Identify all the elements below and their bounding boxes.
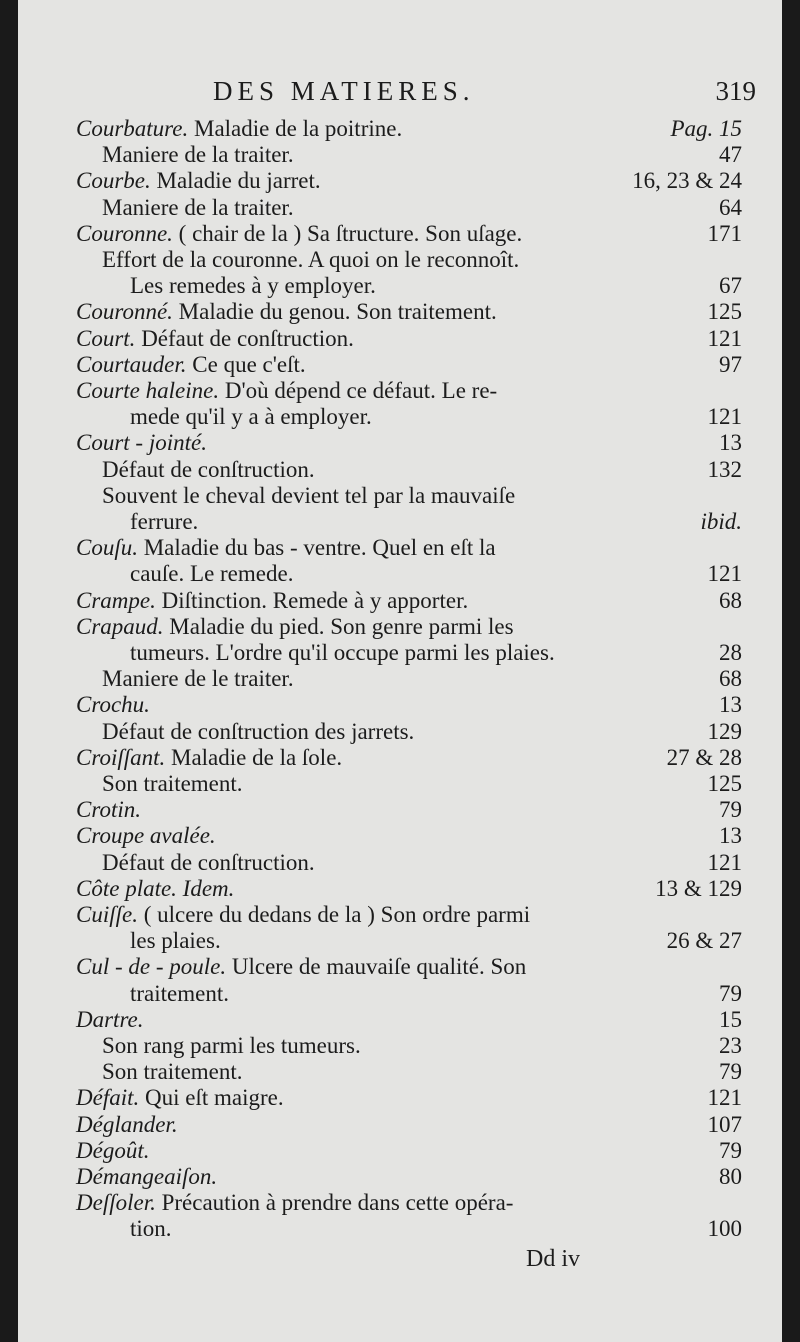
entry-text xyxy=(102,455,315,484)
entry-text xyxy=(76,612,514,641)
entry-headword: Démangeaiſon. xyxy=(76,1164,218,1189)
entry-headword: Crotin. xyxy=(76,797,141,823)
index-entry xyxy=(76,952,742,981)
index-entry xyxy=(76,690,742,719)
page-reference: 79 xyxy=(719,1137,742,1163)
entry-text xyxy=(130,1214,172,1243)
entry-text xyxy=(102,1057,243,1086)
page-reference: 16, 23 & 24 xyxy=(632,168,742,194)
entry-headword: Dartre. xyxy=(76,1006,144,1032)
entry-description: Maladie du jarret. xyxy=(150,168,321,194)
index-entry xyxy=(76,324,742,353)
page-reference: 67 xyxy=(719,273,742,299)
index-entry xyxy=(76,114,742,143)
page-reference: 121 xyxy=(707,404,742,430)
entry-description: traitement. xyxy=(130,980,229,1006)
entry-headword: Croiſſant. xyxy=(76,744,166,770)
entry-text xyxy=(76,166,321,195)
index-entry xyxy=(76,874,742,903)
index-entry xyxy=(76,900,742,929)
entry-text xyxy=(76,324,354,353)
entry-description: Effort de la couronne. A quoi on le reconnoît. xyxy=(102,247,520,272)
index-entry xyxy=(76,638,742,667)
entry-text xyxy=(76,1005,144,1034)
index-entry xyxy=(76,848,742,877)
index-entry xyxy=(76,166,742,195)
page-reference: 125 xyxy=(707,771,742,796)
entry-text xyxy=(130,559,293,588)
entry-text xyxy=(76,114,402,143)
index-page xyxy=(18,0,782,1342)
entry-headword: Couronné. xyxy=(76,299,173,325)
entry-headword: Déglander. xyxy=(76,1111,178,1137)
entry-description: Maladie de la poitrine. xyxy=(188,116,403,141)
page-reference: 79 xyxy=(719,980,742,1006)
entry-description: ( ulcere du dedans de la ) Son ordre parmi xyxy=(137,902,531,927)
entry-headword: Couronne. xyxy=(76,220,173,246)
page-reference: Pag. 15 xyxy=(670,116,742,141)
entry-description: tion. xyxy=(130,1216,172,1242)
entry-text xyxy=(102,245,519,274)
entry-text xyxy=(130,402,372,431)
entry-headword: Crochu. xyxy=(76,692,150,718)
page-reference: 28 xyxy=(719,640,742,665)
page-reference: 121 xyxy=(707,325,742,351)
index-entry xyxy=(76,245,742,274)
index-entry xyxy=(76,821,742,850)
entry-text xyxy=(76,219,522,248)
entry-text xyxy=(102,1031,361,1060)
entry-description: Souvent le cheval devient tel par la mauvaiſe xyxy=(102,482,516,508)
page-reference: 27 & 28 xyxy=(666,744,742,770)
entry-description: Ulcere de mauvaiſe qualité. Son xyxy=(226,954,527,980)
entry-text xyxy=(76,586,468,615)
entry-text xyxy=(130,979,229,1008)
page-header xyxy=(18,76,782,110)
index-entry xyxy=(76,1188,742,1217)
page-reference: 125 xyxy=(707,299,742,325)
entry-headword: Cul - de - poule. xyxy=(76,954,227,980)
index-entry xyxy=(76,559,742,588)
entry-headword: Deſſoler. xyxy=(76,1190,156,1216)
index-entry xyxy=(76,533,742,562)
page-reference: 47 xyxy=(719,142,742,168)
page-reference: 68 xyxy=(719,587,742,613)
entry-headword: Cuiſſe. xyxy=(76,902,138,927)
page-reference: 13 & 129 xyxy=(655,875,742,901)
entry-description: Maladie de la ſole. xyxy=(165,744,343,770)
index-entry xyxy=(76,717,742,746)
index-entry xyxy=(76,271,742,300)
entry-text xyxy=(130,507,198,536)
entry-text xyxy=(76,297,497,326)
entry-description: Défaut de conſtruction. xyxy=(102,849,315,875)
entry-text xyxy=(102,848,315,877)
signature-mark: Dd iv xyxy=(526,1246,580,1272)
page-reference: 121 xyxy=(707,849,742,875)
page-reference: 107 xyxy=(707,1111,742,1137)
entry-description: Maladie du pied. Son genre parmi les xyxy=(163,613,514,639)
entry-text xyxy=(102,717,414,746)
entry-text xyxy=(76,1136,149,1165)
entry-text xyxy=(76,533,496,562)
entry-description: Précaution à prendre dans cette opéra- xyxy=(155,1190,514,1216)
entry-description: ( chair de la ) Sa ſtructure. Son uſage. xyxy=(172,220,523,246)
page-reference: 97 xyxy=(719,351,742,377)
index-entry xyxy=(76,507,742,536)
entry-headword: Courte haleine. xyxy=(76,378,220,403)
entry-description: Diſtinction. Remede à y apporter. xyxy=(155,587,469,613)
page-reference: 64 xyxy=(719,194,742,220)
entry-text xyxy=(76,1188,513,1217)
entry-headword: Défait. xyxy=(76,1085,140,1111)
index-entry xyxy=(76,428,742,457)
index-entry xyxy=(76,743,742,772)
entry-description: Maniere de la traiter. xyxy=(102,142,294,168)
entry-description: Son rang parmi les tumeurs. xyxy=(102,1033,361,1058)
index-entry xyxy=(76,1214,742,1243)
page-reference: 100 xyxy=(707,1216,742,1242)
entry-text xyxy=(76,428,207,457)
index-entry xyxy=(76,1162,742,1191)
entry-text xyxy=(102,664,294,693)
page-reference: 68 xyxy=(719,666,742,692)
entry-description: Ce que c'eſt. xyxy=(186,351,306,377)
entry-headword: Court - jointé. xyxy=(76,430,207,456)
index-entry xyxy=(76,612,742,641)
index-entry xyxy=(76,1136,742,1165)
entry-description: Qui eſt maigre. xyxy=(139,1085,284,1111)
page-reference: 121 xyxy=(707,561,742,587)
entry-headword: Court. xyxy=(76,325,136,351)
page-reference: 79 xyxy=(719,797,742,823)
entry-headword: Courbe. xyxy=(76,168,151,194)
entry-headword: Côte plate. Idem. xyxy=(76,875,235,901)
index-entry xyxy=(76,926,742,955)
entry-description: Les remedes à y employer. xyxy=(130,273,376,299)
entry-headword: Croupe avalée. xyxy=(76,823,216,849)
entry-description: Défaut de conſtruction. xyxy=(102,456,315,482)
index-entry xyxy=(76,795,742,824)
entry-text xyxy=(76,376,497,405)
index-entry xyxy=(76,769,742,798)
index-entry xyxy=(76,297,742,326)
index-entry xyxy=(76,193,742,222)
entry-description: Maladie du genou. Son traitement. xyxy=(172,299,497,325)
entry-description: Maladie du bas - ventre. Quel en eſt la xyxy=(137,535,496,561)
entry-text xyxy=(102,193,294,222)
index-entry xyxy=(76,140,742,169)
page-reference: 129 xyxy=(707,718,742,744)
entry-text xyxy=(102,481,515,510)
entry-text xyxy=(130,926,221,955)
index-entry xyxy=(76,219,742,248)
entry-text xyxy=(76,1083,284,1112)
entry-text xyxy=(76,874,234,903)
entry-text xyxy=(76,350,306,379)
entry-headword: Dégoût. xyxy=(76,1137,150,1163)
index-entry xyxy=(76,1005,742,1034)
index-entry xyxy=(76,402,742,431)
entry-description: Maniere de le traiter. xyxy=(102,666,294,692)
entry-text xyxy=(130,271,376,300)
entry-description: Défaut de conſtruction. xyxy=(135,325,354,351)
entry-headword: Couſu. xyxy=(76,535,138,561)
entry-text xyxy=(130,638,555,667)
entry-description: Maniere de la traiter. xyxy=(102,194,294,220)
entry-description: mede qu'il y a à employer. xyxy=(130,404,372,430)
page-reference: 15 xyxy=(719,1006,742,1032)
index-entry xyxy=(76,376,742,405)
entry-text xyxy=(102,769,243,798)
entry-description: D'où dépend ce défaut. Le re- xyxy=(219,378,498,403)
page-reference: 171 xyxy=(707,220,742,246)
page-number: 319 xyxy=(715,76,756,106)
page-reference: 80 xyxy=(719,1164,742,1189)
index-entry xyxy=(76,481,742,510)
entry-description: Défaut de conſtruction des jarrets. xyxy=(102,718,415,744)
entry-text xyxy=(76,743,342,772)
entry-text xyxy=(76,900,530,929)
entry-text xyxy=(76,1110,178,1139)
entry-description: cauſe. Le remede. xyxy=(130,561,294,587)
entry-text xyxy=(76,795,141,824)
entry-description: ferrure. xyxy=(130,509,199,534)
index-entry xyxy=(76,350,742,379)
page-reference: 26 & 27 xyxy=(666,928,742,954)
running-title: DES MATIERES. xyxy=(213,76,475,106)
entry-headword: Crapaud. xyxy=(76,613,164,639)
entry-headword: Courbature. xyxy=(76,116,189,141)
entry-text xyxy=(76,952,526,981)
entry-headword: Courtauder. xyxy=(76,351,187,377)
page-reference: 13 xyxy=(719,823,742,849)
entry-text xyxy=(102,140,294,169)
index-entry xyxy=(76,664,742,693)
page-reference: 13 xyxy=(719,692,742,718)
entry-description: tumeurs. L'ordre qu'il occupe parmi les plaies. xyxy=(130,640,555,665)
entry-headword: Crampe. xyxy=(76,587,156,613)
index-entry xyxy=(76,455,742,484)
index-entry xyxy=(76,586,742,615)
index-entry xyxy=(76,1031,742,1060)
entry-description: Son traitement. xyxy=(102,771,243,796)
entry-description: les plaies. xyxy=(130,928,221,954)
entry-text xyxy=(76,1162,217,1191)
index-entry xyxy=(76,1083,742,1112)
page-reference: 132 xyxy=(707,456,742,482)
page-reference: ibid. xyxy=(700,509,742,534)
entry-description: Son traitement. xyxy=(102,1059,243,1085)
entry-text xyxy=(76,821,216,850)
index-entry xyxy=(76,979,742,1008)
index-entry xyxy=(76,1110,742,1139)
page-reference: 13 xyxy=(719,430,742,456)
entry-text xyxy=(76,690,150,719)
index-entry xyxy=(76,1057,742,1086)
page-reference: 79 xyxy=(719,1059,742,1085)
page-reference: 23 xyxy=(719,1033,742,1058)
page-reference: 121 xyxy=(707,1085,742,1111)
